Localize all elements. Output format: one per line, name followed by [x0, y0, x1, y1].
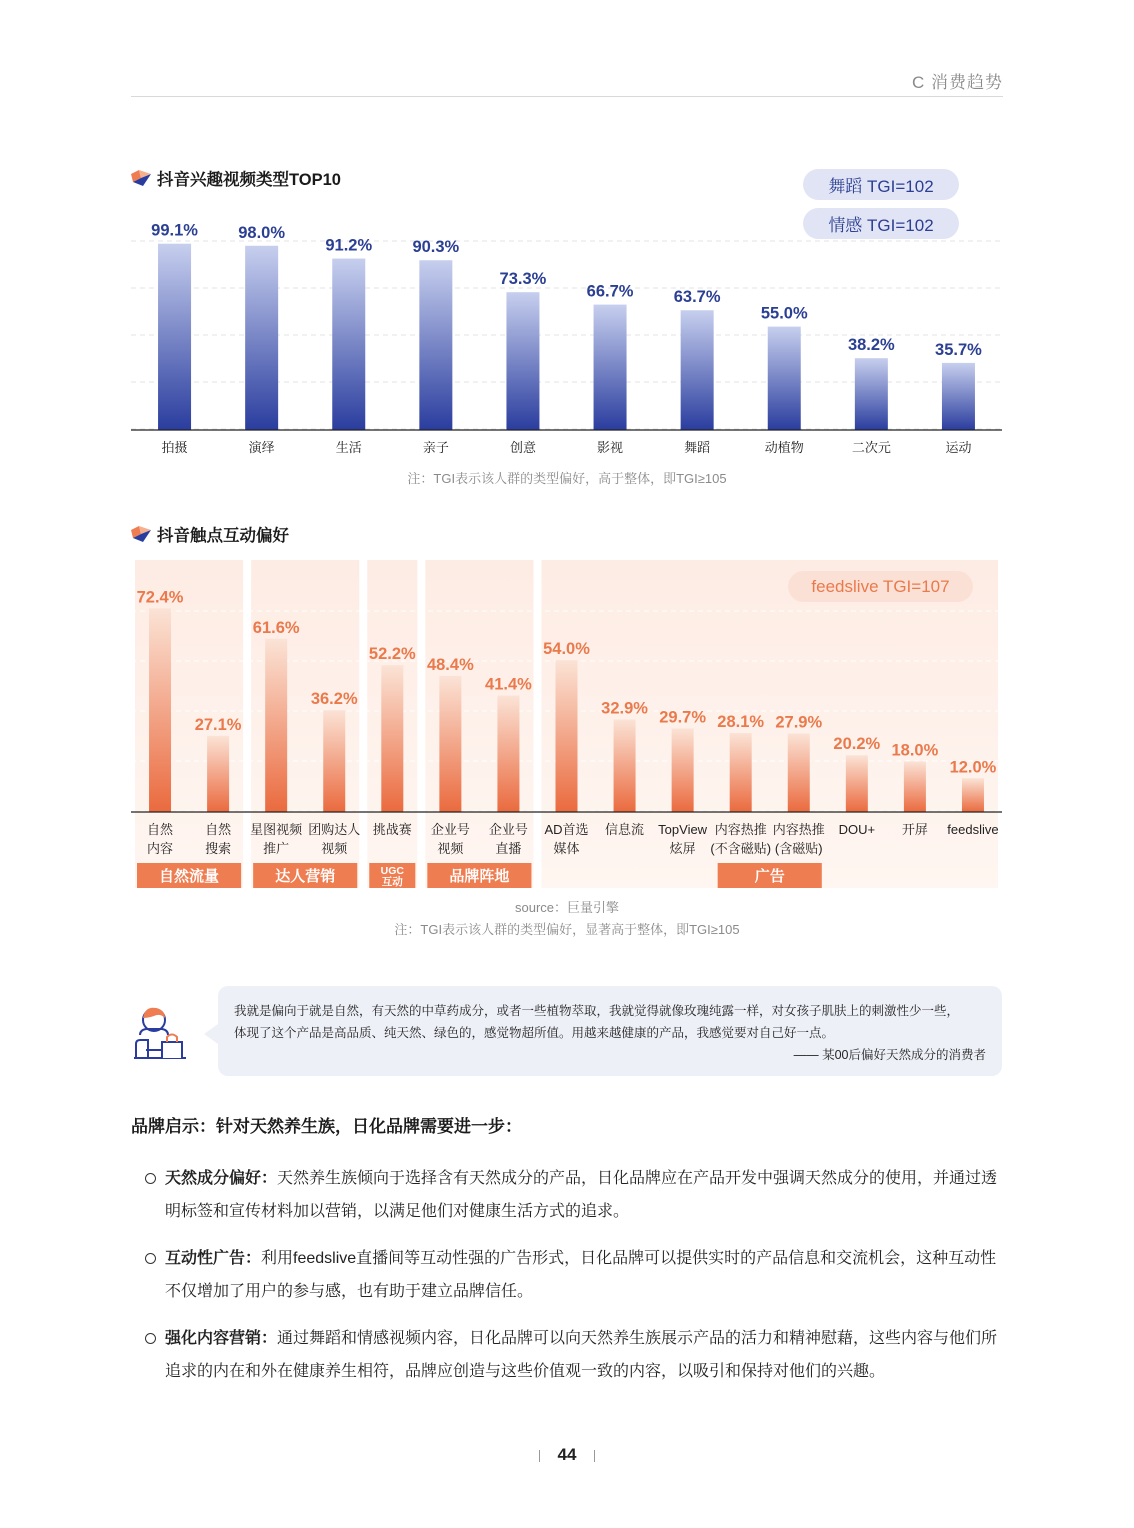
tgi-pill-dance: 舞蹈 TGI=102	[803, 169, 959, 200]
group-tag-label: 自然流量	[159, 868, 220, 885]
bar-value-label: 66.7%	[586, 282, 634, 301]
chart2-title-text: 抖音触点互动偏好	[157, 527, 289, 545]
category-label: 企业号	[430, 822, 470, 837]
bar-value-label: 52.2%	[368, 645, 416, 664]
chart2-note: 注：TGI表示该人群的类型偏好，显著高于整体，即TGI≥105	[394, 922, 740, 937]
bar	[332, 259, 365, 430]
category-label: 搜索	[205, 841, 232, 856]
category-label: 视频	[321, 841, 348, 856]
bar	[419, 260, 452, 430]
category-label: 拍摄	[161, 440, 188, 455]
tgi-pill-feedslive: feedslive TGI=107	[788, 571, 973, 602]
bar-value-label: 63.7%	[673, 288, 721, 307]
bar	[681, 310, 714, 430]
quote-line-2: 体现了这个产品是高品质、纯天然、绿色的，感觉物超所值。用越来越健康的产品，我感觉要对自己好一点。	[234, 1026, 835, 1040]
insight-item-natural	[145, 1162, 1003, 1228]
bar	[846, 755, 868, 812]
bar	[788, 734, 810, 812]
bar-value-label: 54.0%	[543, 640, 590, 659]
bar	[594, 305, 627, 430]
insight-text: 天然养生族倾向于选择含有天然成分的产品，日化品牌应在产品开发中强调天然成分的使用，并通过透明标签和宣传材料加以营销，以满足他们对健康生活方式的追求。	[165, 1170, 998, 1220]
bar	[962, 778, 984, 812]
insight-text: 利用feedslive直播间等互动性强的广告形式，日化品牌可以提供实时的产品信息和交流机会，这种互动性不仅增加了用户的参与感，也有助于建立品牌信任。	[165, 1250, 997, 1300]
chart2-source: source：巨量引擎	[514, 900, 620, 915]
insight-label: 互动性广告：	[165, 1250, 262, 1267]
bar-value-label: 55.0%	[760, 304, 808, 323]
bullet-circle-icon	[145, 1333, 156, 1344]
insight-text: 通过舞蹈和情感视频内容，日化品牌可以向天然养生族展示产品的活力和精神慰藉，这些内容与他们所追求的内在和外在健康养生相符，品牌应创造与这些价值观一致的内容，以吸引和保持对他们的兴趣。	[165, 1330, 998, 1380]
category-label: 视频	[437, 841, 464, 856]
page-tick-right	[594, 1450, 595, 1462]
category-label: 推广	[263, 841, 290, 856]
bar	[323, 710, 345, 812]
bar	[506, 292, 539, 430]
bar	[904, 761, 926, 812]
bar	[556, 660, 578, 812]
bar	[207, 736, 229, 812]
category-label: 企业号	[488, 822, 528, 837]
bullet-circle-icon	[145, 1173, 156, 1184]
insight-list	[145, 1162, 1003, 1402]
category-label: 内容热推	[772, 822, 825, 837]
bar	[149, 608, 171, 812]
tgi-pill-emotion: 情感 TGI=102	[803, 208, 959, 239]
bar	[245, 246, 278, 430]
category-label: 媒体	[553, 841, 580, 856]
bar-value-label: 18.0%	[891, 741, 939, 760]
category-label: 信息流	[605, 822, 645, 837]
bar-value-label: 35.7%	[935, 340, 982, 359]
group-panel	[541, 560, 998, 888]
bar-value-label: 29.7%	[659, 708, 707, 727]
bar	[381, 665, 403, 812]
category-label: 影视	[597, 440, 624, 455]
category-label: 团购达人	[308, 822, 361, 837]
category-label: 内容	[147, 841, 174, 856]
bar	[672, 728, 694, 812]
bar-value-label: 12.0%	[949, 758, 997, 777]
category-label: 炫屏	[669, 841, 696, 856]
category-label: 星图视频	[250, 822, 303, 837]
category-label: 运动	[945, 440, 972, 455]
category-label: 直播	[495, 841, 522, 856]
insight-label: 天然成分偏好：	[165, 1170, 278, 1187]
category-label: 自然	[147, 822, 174, 837]
category-label: 动植物	[764, 440, 804, 455]
bar-value-label: 61.6%	[252, 618, 300, 637]
bar-value-label: 27.9%	[775, 713, 823, 732]
category-label: 内容热推	[714, 822, 767, 837]
category-label: 创意	[509, 440, 536, 455]
category-label: 自然	[205, 822, 232, 837]
bar-value-label: 90.3%	[412, 238, 460, 257]
bar	[942, 363, 975, 430]
category-label: (含磁贴)	[774, 841, 823, 856]
bullet-circle-icon	[145, 1253, 156, 1264]
category-label: 舞蹈	[684, 440, 711, 455]
touchpoint-interaction-bar-chart	[0, 560, 1134, 890]
category-label: 生活	[335, 440, 362, 455]
bar	[855, 358, 888, 430]
category-label: (不含磁贴)	[710, 841, 772, 856]
chart2-title	[131, 522, 289, 546]
category-label: 演绎	[248, 440, 275, 455]
insight-heading: 品牌启示：针对天然养生族，日化品牌需要进一步：	[131, 1117, 522, 1136]
bar	[730, 733, 752, 812]
bar-value-label: 41.4%	[485, 675, 532, 694]
insight-item-interactive-ads	[145, 1242, 1003, 1308]
page-number	[0, 1445, 1134, 1465]
section-header: C 消费趋势	[912, 73, 1003, 92]
bar-value-label: 38.2%	[847, 336, 895, 355]
bar-value-label: 32.9%	[601, 699, 648, 718]
consumer-quote-box	[218, 986, 1002, 1076]
group-tag-label: 品牌阵地	[449, 868, 510, 885]
quote-source: —— 某00后偏好天然成分的消费者	[793, 1048, 986, 1062]
video-interest-bar-chart	[0, 200, 1134, 465]
insight-item-content-marketing	[145, 1322, 1003, 1388]
category-label: 开屏	[901, 822, 928, 837]
page-tick-left	[539, 1450, 540, 1462]
category-label: TopView	[658, 822, 708, 837]
quote-line-1: 我就是偏向于就是自然，有天然的中草药成分，或者一些植物萃取，我就觉得就像玫瑰纯露一样，对女孩子肌肤上的刺激性少一些，	[234, 1004, 960, 1018]
insight-label: 强化内容营销：	[165, 1330, 278, 1347]
category-label: DOU+	[838, 822, 876, 837]
chart1-title-text: 抖音兴趣视频类型TOP10	[157, 171, 341, 189]
group-tag-label: 广告	[754, 868, 785, 885]
bar-value-label: 98.0%	[238, 223, 286, 242]
bar-value-label: 28.1%	[717, 712, 765, 731]
header-divider	[131, 96, 1003, 97]
group-tag-label: 达人营销	[275, 868, 336, 885]
consumer-avatar-icon	[132, 1000, 188, 1064]
group-tag-label: 互动	[381, 876, 403, 888]
bar-value-label: 72.4%	[136, 588, 184, 607]
category-label: 亲子	[422, 440, 449, 455]
category-label: AD首选	[544, 822, 589, 837]
bar	[614, 719, 636, 812]
bar-value-label: 48.4%	[426, 655, 474, 674]
chart1-note: 注：TGI表示该人群的类型偏好，高于整体，即TGI≥105	[407, 471, 727, 486]
bar	[265, 639, 287, 812]
bar	[439, 676, 461, 812]
group-tag-label: UGC	[380, 865, 404, 877]
category-label: 二次元	[851, 440, 891, 455]
cube-logo-icon	[131, 170, 151, 186]
category-label: feedslive	[947, 822, 999, 837]
bar-value-label: 73.3%	[499, 270, 547, 289]
bar	[768, 327, 801, 430]
category-label: 挑战赛	[372, 822, 412, 837]
bar-value-label: 99.1%	[151, 221, 198, 240]
bar-value-label: 20.2%	[833, 735, 881, 754]
cube-logo-icon	[131, 526, 151, 542]
bar-value-label: 91.2%	[325, 236, 373, 255]
bar-value-label: 27.1%	[194, 715, 242, 734]
bar-value-label: 36.2%	[310, 690, 358, 709]
page-number-value: 44	[557, 1445, 577, 1464]
chart1-title	[131, 166, 341, 190]
bar	[158, 244, 191, 430]
bar	[497, 696, 519, 812]
